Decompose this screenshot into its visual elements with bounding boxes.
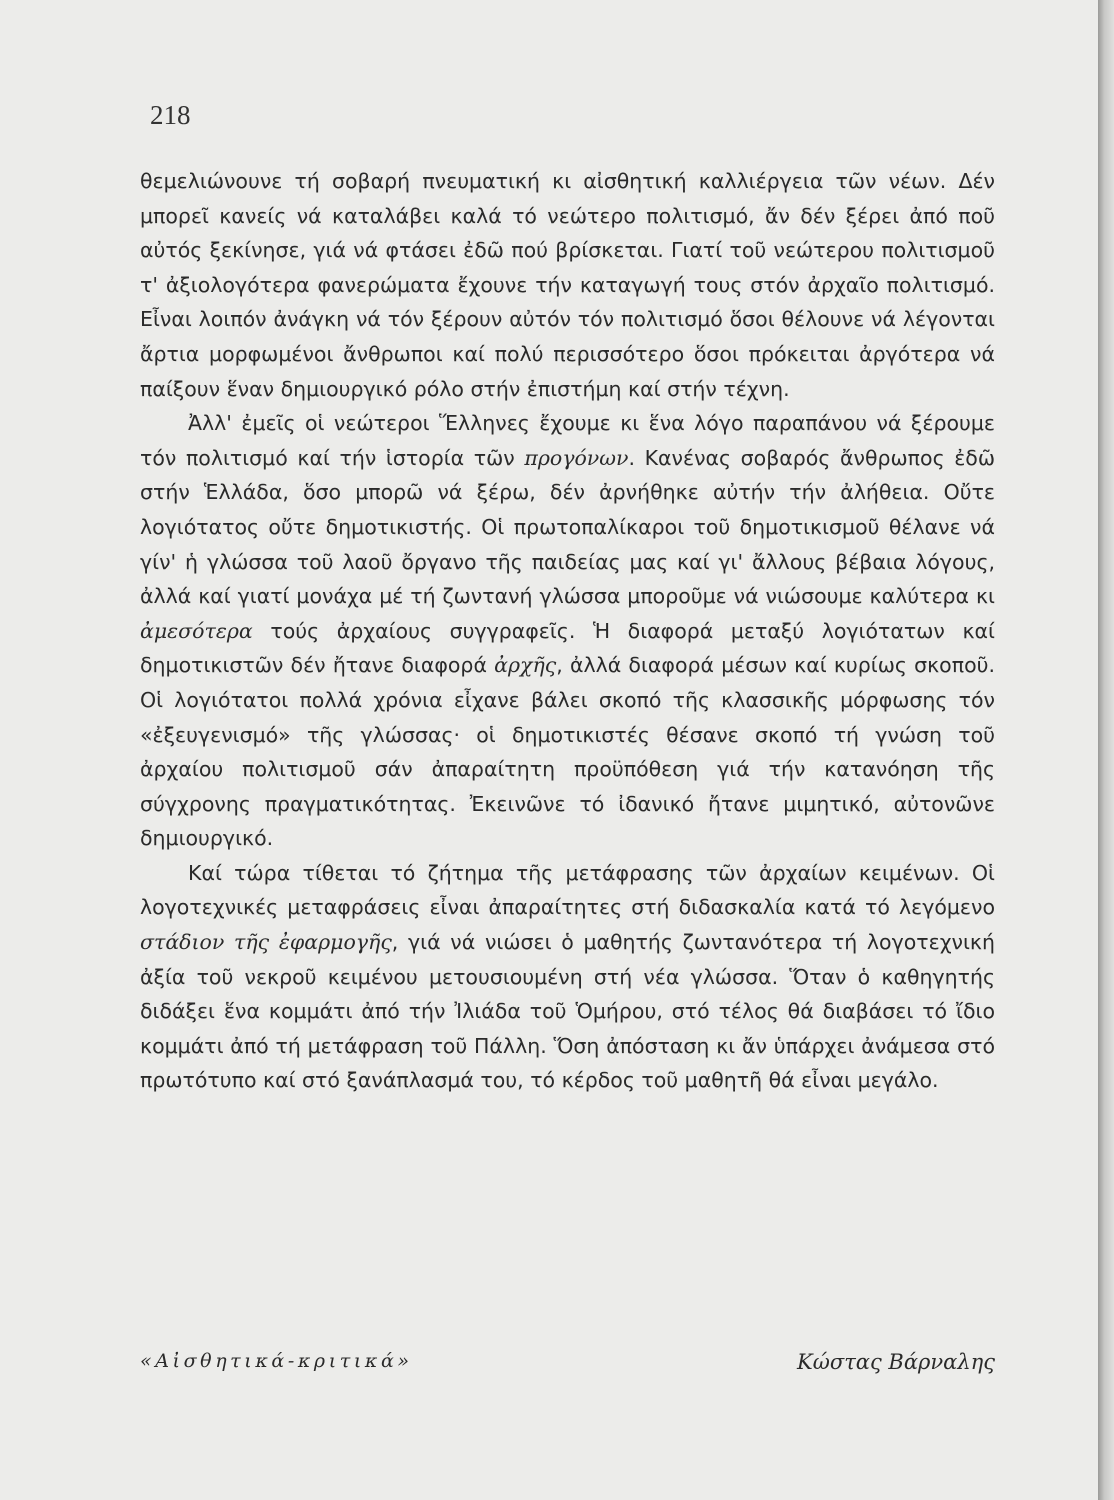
- paragraph-text: , ἀλλά διαφορά μέσων καί κυρίως σκοποῦ. Οἱ λογιότατοι πολλά χρόνια εἶχανε βάλει σκοπό τῆς κλασσικῆς μόρφωσης τόν «ἐξευγενισμό» τῆς γλώσσας· οἱ δημοτικιστές θέσανε σκοπό τή γνώση τοῦ ἀρχαίου πολιτισμοῦ σάν ἀπαραίτητη προϋπόθεση γιά τήν κατανόηση τῆς σύγχρονης πραγματικότητας. Ἐκεινῶνε τό ἰδανικό ἤτανε μιμητικό, αὐτονῶνε δημιουργικό.: [140, 653, 995, 851]
- page-edge: [1098, 0, 1114, 1500]
- emphasized-text: ἀρχῆς: [494, 653, 557, 678]
- paragraph-text: θεμελιώνουνε τή σοβαρή πνευματική κι αἰσθητική καλλιέργεια τῶν νέων. Δέν μπορεῖ κανείς νά καταλάβει καλά τό νεώτερο πολιτισμό, ἄν δέν ξέρει ἀπό ποῦ αὐτός ξεκίνησε, γιά νά φτάσει ἐδῶ πού βρίσκεται. Γιατί τοῦ νεώτερου πολιτισμοῦ τ' ἀξιολογότερα φανερώματα ἔχουνε τήν καταγωγή τους στόν ἀρχαῖο πολιτισμό. Εἶναι λοιπόν ἀνάγκη νά τόν ξέρουν αὐτόν τόν πολιτισμό ὅσοι θέλουνε νά λέγονται ἄρτια μορφωμένοι ἄνθρωποι καί πολύ περισσότερο ὅσοι πρόκειται ἀργότερα νά παίξουν ἕναν δημιουργικό ρόλο στήν ἐπιστήμη καί στήν τέχνη.: [140, 169, 995, 401]
- paragraph-text: . Κανένας σοβαρός ἄνθρωπος ἐδῶ στήν Ἑλλάδα, ὅσο μπορῶ νά ξέρω, δέν ἀρνήθηκε αὐτήν τήν ἀλήθεια. Οὔτε λογιότατος οὔτε δημοτικιστής. Οἱ πρωτοπαλίκαροι τοῦ δημοτικισμοῦ θέλανε νά γίν' ἡ γλώσσα τοῦ λαοῦ ὄργανο τῆς παιδείας μας καί γι' ἄλλους βέβαια λόγους, ἀλλά καί γιατί μονάχα μέ τή ζωντανή γλώσσα μποροῦμε νά νιώσουμε καλύτερα κι: [140, 445, 995, 609]
- paragraph-text: τούς ἀρχαίους συγγραφεῖς. Ἡ διαφορά μεταξύ λογιότατων καί δημοτικιστῶν δέν ἤτανε διαφορά: [140, 618, 995, 678]
- page-number: 218: [150, 100, 191, 130]
- paragraph-text: Ἀλλ' ἐμεῖς οἱ νεώτεροι Ἕλληνες ἔχουμε κι ἕνα λόγο παραπάνου νά ξέρουμε τόν πολιτισμό καί τήν ἱστορία τῶν: [140, 411, 995, 470]
- body-text: [140, 164, 995, 1098]
- paragraph-text: Καί τώρα τίθεται τό ζήτημα τῆς μετάφρασης τῶν ἀρχαίων κειμένων. Οἱ λογοτεχνικές μεταφράσεις εἶναι ἀπαραίτητες στή διδασκαλία κατά τό λεγόμενο: [140, 860, 995, 920]
- paragraph-text: , γιά νά νιώσει ὁ μαθητής ζωντανότερα τή λογοτεχνική ἀξία τοῦ νεκροῦ κειμένου μετουσιουμένη στή νέα γλώσσα. Ὅταν ὁ καθηγητής διδάξει ἕνα κομμάτι ἀπό τήν Ἰλιάδα τοῦ Ὁμήρου, στό τέλος θά διαβάσει τό ἴδιο κομμάτι ἀπό τή μετάφραση τοῦ Πάλλη. Ὅση ἀπόσταση κι ἄν ὑπάρχει ἀνάμεσα στό πρωτότυπο καί στό ξανάπλασμά του, τό κέρδος τοῦ μαθητῆ θά εἶναι μεγάλο.: [140, 930, 995, 1093]
- emphasized-text: ἀμεσότερα: [140, 618, 253, 643]
- paragraph-1: [140, 164, 995, 406]
- paragraph-2: [140, 406, 995, 856]
- emphasized-text: στάδιον τῆς ἐφαρμογῆς: [140, 930, 392, 955]
- source-title: «Αἰσθητικά-κριτικά»: [140, 1350, 413, 1372]
- emphasized-text: προγόνων: [524, 445, 629, 470]
- author-signature: Κώστας Βάρναλης: [797, 1350, 995, 1374]
- paragraph-3: [140, 856, 995, 1098]
